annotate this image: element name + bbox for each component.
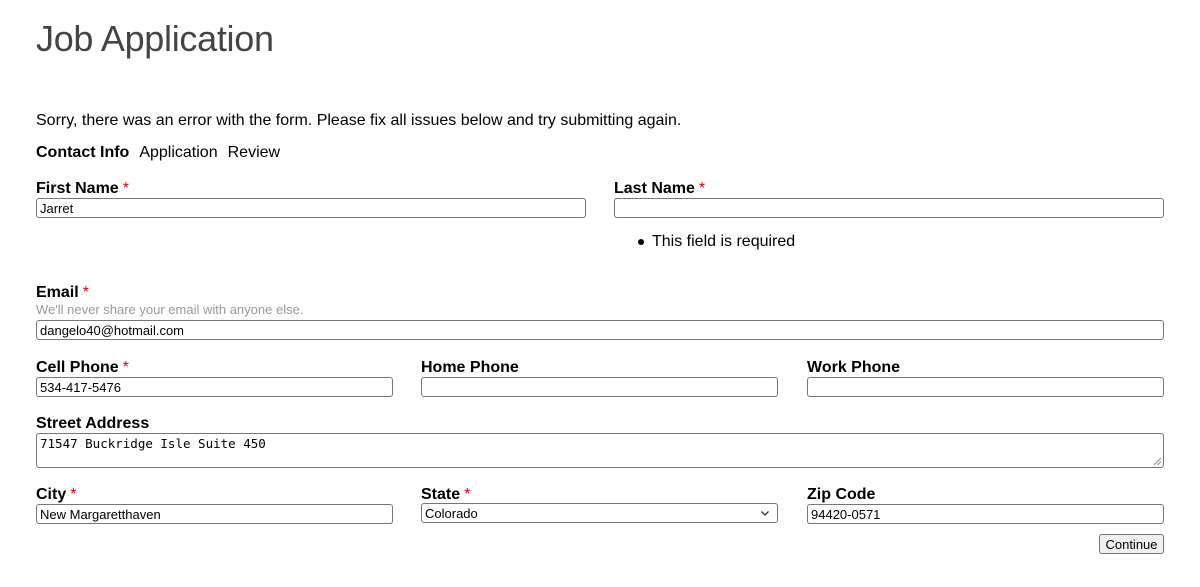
state-select[interactable]	[421, 503, 778, 523]
page-title: Job Application	[36, 18, 274, 59]
last-name-label-text: Last Name	[614, 180, 695, 197]
chevron-down-icon	[760, 508, 770, 518]
last-name-input[interactable]	[614, 198, 1164, 218]
city-label	[36, 486, 76, 504]
city-label-text: City	[36, 486, 67, 503]
first-name-label	[36, 180, 129, 198]
step-contact-info[interactable]: Contact Info	[36, 144, 130, 161]
email-input[interactable]	[36, 320, 1164, 340]
street-address-textarea[interactable]	[36, 433, 1164, 468]
first-name-input[interactable]	[36, 198, 586, 218]
required-marker: *	[122, 180, 129, 197]
required-marker: *	[464, 486, 471, 503]
email-label	[36, 284, 89, 302]
state-selected-value: Colorado	[425, 505, 478, 521]
city-input[interactable]	[36, 504, 393, 524]
step-review[interactable]: Review	[227, 144, 281, 161]
cell-phone-label	[36, 359, 129, 377]
email-label-text: Email	[36, 284, 79, 301]
last-name-error-text: This field is required	[652, 233, 796, 250]
street-address-label-text: Street Address	[36, 415, 150, 432]
form-error-message: Sorry, there was an error with the form. Please fix all issues below and try submitting again.	[36, 112, 682, 129]
email-hint: We'll never share your email with anyone else.	[36, 302, 304, 317]
work-phone-label-text: Work Phone	[807, 359, 901, 376]
home-phone-label-text: Home Phone	[421, 359, 519, 376]
street-address-label	[36, 415, 149, 433]
first-name-label-text: First Name	[36, 180, 119, 197]
work-phone-label	[807, 359, 900, 377]
step-application[interactable]: Application	[139, 144, 218, 161]
required-marker: *	[698, 180, 706, 197]
home-phone-label	[421, 359, 519, 377]
continue-button[interactable]: Continue	[1099, 534, 1164, 554]
state-label	[421, 486, 470, 504]
last-name-error	[638, 233, 795, 251]
form-steps	[36, 144, 280, 162]
zip-code-input[interactable]	[807, 504, 1164, 524]
last-name-label	[614, 180, 705, 198]
bullet-icon	[638, 239, 644, 245]
required-marker: *	[122, 359, 129, 376]
zip-code-label	[807, 486, 875, 504]
state-label-text: State	[421, 486, 461, 503]
cell-phone-input[interactable]	[36, 377, 393, 397]
required-marker: *	[82, 284, 89, 301]
work-phone-input[interactable]	[807, 377, 1164, 397]
home-phone-input[interactable]	[421, 377, 778, 397]
cell-phone-label-text: Cell Phone	[36, 359, 119, 376]
zip-code-label-text: Zip Code	[807, 486, 876, 503]
required-marker: *	[70, 486, 77, 503]
